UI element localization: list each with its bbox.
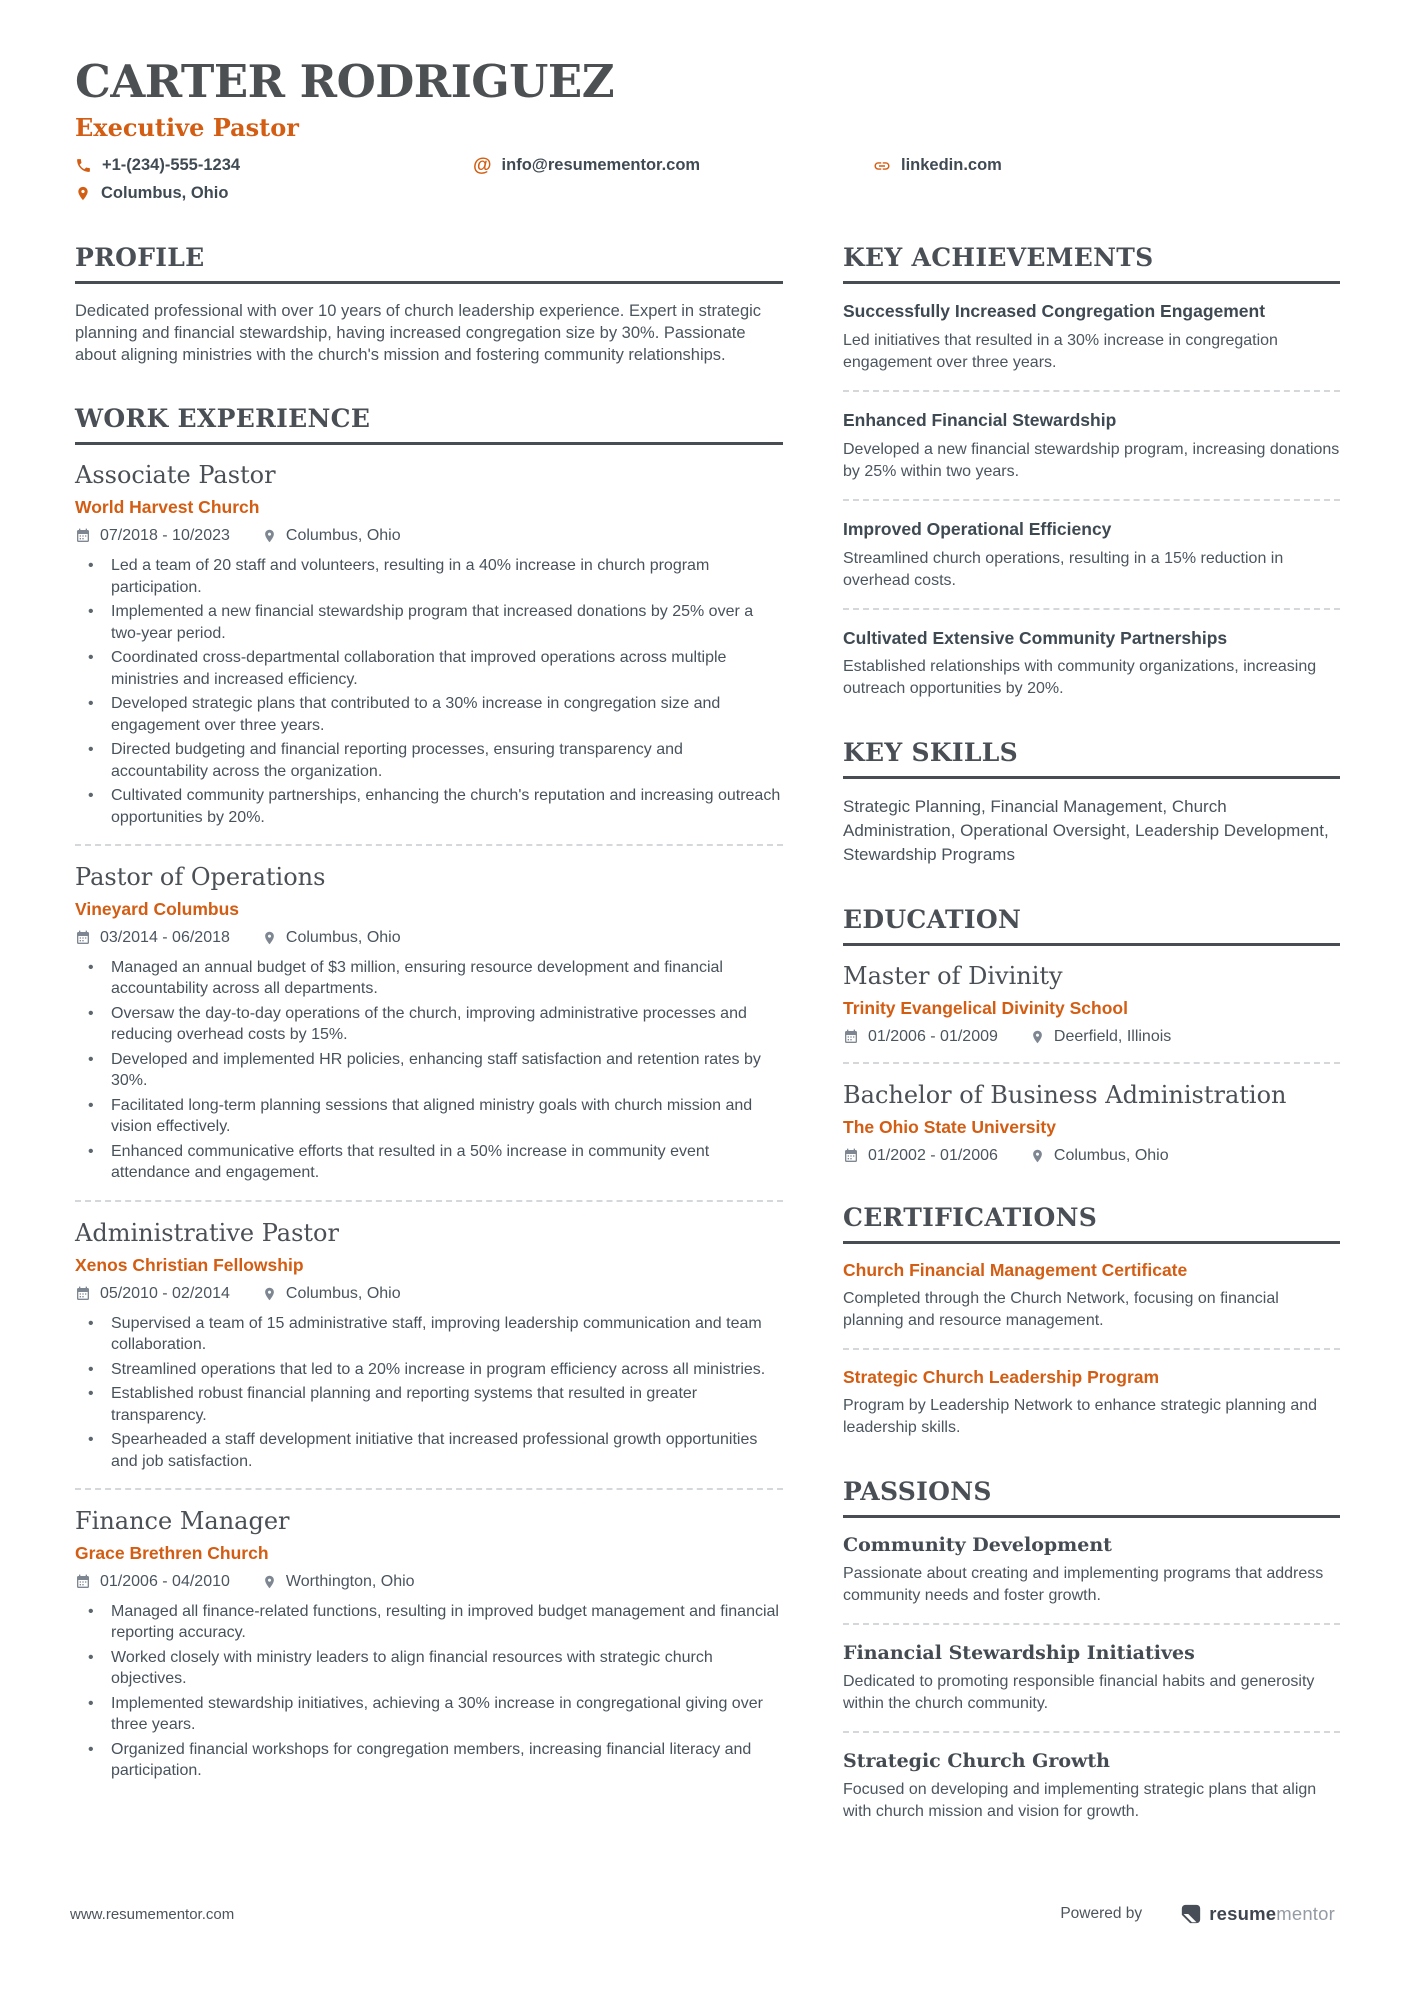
at-icon: @ <box>473 155 492 177</box>
entry-divider <box>75 1488 783 1490</box>
candidate-name: CARTER RODRIGUEZ <box>75 55 615 108</box>
job-entry <box>75 461 783 828</box>
job-dates: 05/2010 - 02/2014 <box>100 1284 230 1302</box>
education-dates: 01/2006 - 01/2009 <box>868 1028 998 1046</box>
powered-by-label: Powered by <box>1060 1905 1143 1922</box>
contact-location-value: Columbus, Ohio <box>101 184 229 203</box>
education-entry <box>843 1081 1340 1165</box>
job-bullet: • Enhanced communicative efforts that resulted in a 50% increase in community event attendance and engagement. <box>75 1141 783 1184</box>
key-skills-section <box>843 738 1340 867</box>
achievement-text: Streamlined church operations, resulting in a 15% reduction in overhead costs. <box>843 549 1284 589</box>
skills-heading: KEY SKILLS <box>843 738 1340 779</box>
location-pin-icon <box>75 185 91 202</box>
job-bullet: • Established robust financial planning and reporting systems that resulted in greater transparency. <box>75 1383 783 1426</box>
job-bullet: • Managed all finance-related functions, resulting in improved budget management and financial reporting accuracy. <box>75 1601 783 1644</box>
location-pin-icon <box>1030 1029 1045 1045</box>
job-dates: 07/2018 - 10/2023 <box>100 527 230 545</box>
certification-item <box>843 1260 1340 1332</box>
education-dates: 01/2002 - 01/2006 <box>868 1146 998 1164</box>
job-bullet: • Worked closely with ministry leaders to align financial resources with strategic church objectives. <box>75 1647 783 1690</box>
education-meta <box>843 1028 1340 1046</box>
job-title: Administrative Pastor <box>75 1218 339 1247</box>
job-bullet-list <box>75 1313 783 1473</box>
job-entry <box>75 863 783 1184</box>
job-bullet: • Implemented stewardship initiatives, achieving a 30% increase in congregational giving over three years. <box>75 1693 783 1736</box>
education-meta <box>843 1147 1340 1165</box>
job-title: Pastor of Operations <box>75 863 326 892</box>
entry-divider <box>843 608 1340 610</box>
calendar-icon <box>75 528 91 544</box>
job-bullet-list <box>75 957 783 1184</box>
job-bullet: • Organized financial workshops for congregation members, increasing financial literacy and participation. <box>75 1739 783 1782</box>
entry-divider <box>75 1200 783 1202</box>
resumementor-logo[interactable] <box>1180 1903 1335 1925</box>
calendar-icon <box>843 1148 859 1164</box>
entry-divider <box>75 844 783 846</box>
achievement-item <box>843 627 1340 701</box>
contact-bar <box>75 156 1340 203</box>
job-company: Grace Brethren Church <box>75 1542 269 1563</box>
entry-divider <box>843 390 1340 392</box>
logo-icon <box>1180 1903 1202 1925</box>
contact-email[interactable] <box>473 156 873 175</box>
job-bullet: • Oversaw the day-to-day operations of the church, improving administrative processes and reducing overhead costs by 15%. <box>75 1003 783 1046</box>
certification-text: Program by Leadership Network to enhance strategic planning and leadership skills. <box>843 1396 1318 1436</box>
calendar-icon <box>75 930 91 946</box>
passion-title: Strategic Church Growth <box>843 1749 1110 1772</box>
location-pin-icon <box>262 930 277 946</box>
education-location: Deerfield, Illinois <box>1053 1028 1172 1046</box>
job-company: World Harvest Church <box>75 497 260 518</box>
page-footer <box>70 1903 1335 1925</box>
footer-site-link[interactable]: www.resumementor.com <box>70 1905 235 1923</box>
job-entry <box>75 1219 783 1472</box>
passion-title: Community Development <box>843 1533 1112 1556</box>
job-title: Associate Pastor <box>75 461 276 490</box>
job-bullet-list <box>75 555 783 828</box>
certifications-heading: CERTIFICATIONS <box>843 1203 1340 1244</box>
job-bullet: • Developed and implemented HR policies, enhancing staff satisfaction and retention rates by 30%. <box>75 1049 783 1092</box>
location-pin-icon <box>262 528 277 544</box>
powered-by <box>1060 1903 1335 1925</box>
job-meta <box>75 1573 783 1591</box>
job-meta <box>75 1285 783 1303</box>
job-company: Xenos Christian Fellowship <box>75 1254 304 1275</box>
entry-divider <box>843 499 1340 501</box>
job-meta <box>75 527 783 545</box>
passion-title: Financial Stewardship Initiatives <box>843 1641 1195 1664</box>
passions-section <box>843 1477 1340 1823</box>
job-dates: 01/2006 - 04/2010 <box>100 1572 230 1590</box>
passion-item <box>843 1534 1340 1607</box>
job-meta <box>75 929 783 947</box>
school-name: The Ohio State University <box>843 1116 1056 1137</box>
calendar-icon <box>75 1574 91 1590</box>
job-bullet: • Supervised a team of 15 administrative staff, improving leadership communication and team collaboration. <box>75 1313 783 1356</box>
entry-divider <box>843 1348 1340 1350</box>
right-column <box>843 243 1340 1861</box>
key-achievements-section <box>843 243 1340 700</box>
phone-icon <box>75 157 92 174</box>
achievement-item <box>843 300 1340 374</box>
job-dates: 03/2014 - 06/2018 <box>100 928 230 946</box>
achievement-title: Enhanced Financial Stewardship <box>843 410 1117 430</box>
job-bullet: • Spearheaded a staff development initiative that increased professional growth opportunities and job satisfaction. <box>75 1429 783 1472</box>
entry-divider <box>843 1623 1340 1625</box>
contact-phone[interactable] <box>75 156 473 175</box>
passions-heading: PASSIONS <box>843 1477 1340 1518</box>
school-name: Trinity Evangelical Divinity School <box>843 998 1128 1019</box>
certification-item <box>843 1367 1340 1439</box>
job-location: Columbus, Ohio <box>285 527 401 545</box>
entry-divider <box>843 1731 1340 1733</box>
education-location: Columbus, Ohio <box>1053 1146 1169 1164</box>
certifications-section <box>843 1203 1340 1439</box>
location-pin-icon <box>262 1286 277 1302</box>
entry-divider <box>843 1062 1340 1064</box>
achievement-item <box>843 518 1340 592</box>
logo-word-bold: resume <box>1209 1903 1277 1924</box>
profile-text: Dedicated professional with over 10 years of church leadership experience. Expert in strategic planning and financial stewardship, having increased congregation size by 30%. Passionate about aligning ministries with the church's mission and fostering community relationships. <box>75 302 762 365</box>
logo-wordmark <box>1209 1903 1335 1925</box>
degree-title: Master of Divinity <box>843 962 1063 991</box>
candidate-job-title: Executive Pastor <box>75 113 299 143</box>
contact-linkedin[interactable] <box>873 156 1340 175</box>
education-section <box>843 905 1340 1165</box>
logo-word-light: mentor <box>1276 1903 1335 1924</box>
profile-heading: PROFILE <box>75 243 783 284</box>
job-bullet: • Implemented a new financial stewardship program that increased donations by 25% over a two-year period. <box>75 601 783 644</box>
contact-linkedin-value: linkedin.com <box>901 156 1002 175</box>
resume-body <box>75 243 1340 1861</box>
achievements-heading: KEY ACHIEVEMENTS <box>843 243 1340 284</box>
achievement-title: Cultivated Extensive Community Partnerships <box>843 627 1228 648</box>
achievement-title: Successfully Increased Congregation Engagement <box>843 301 1266 322</box>
achievement-title: Improved Operational Efficiency <box>843 518 1112 539</box>
passion-text: Focused on developing and implementing strategic plans that align with church mission and vision for growth. <box>843 1780 1317 1820</box>
contact-location <box>75 184 473 203</box>
job-entry <box>75 1507 783 1782</box>
achievement-text: Developed a new financial stewardship program, increasing donations by 25% within two years. <box>843 440 1340 480</box>
job-bullet: • Directed budgeting and financial reporting processes, ensuring transparency and accountability across the organization. <box>75 739 783 782</box>
job-location: Worthington, Ohio <box>285 1572 415 1590</box>
achievement-text: Established relationships with community organizations, increasing outreach opportunities by 20%. <box>843 658 1317 698</box>
job-title: Finance Manager <box>75 1507 290 1536</box>
job-bullet: • Coordinated cross-departmental collaboration that improved operations across multiple ministries and increased efficiency. <box>75 647 783 690</box>
job-bullet: • Streamlined operations that led to a 20% increase in program efficiency across all ministries. <box>75 1359 783 1381</box>
job-location: Columbus, Ohio <box>285 928 401 946</box>
job-bullet-list <box>75 1601 783 1782</box>
passion-text: Dedicated to promoting responsible financial habits and generosity within the church community. <box>843 1672 1315 1712</box>
job-bullet: • Facilitated long-term planning sessions that aligned ministry goals with church mission and vision effectively. <box>75 1095 783 1138</box>
link-icon <box>873 157 891 175</box>
job-location: Columbus, Ohio <box>285 1284 401 1302</box>
calendar-icon <box>75 1286 91 1302</box>
achievement-text: Led initiatives that resulted in a 30% increase in congregation engagement over three years. <box>843 332 1278 371</box>
skills-text: Strategic Planning, Financial Management, Church Administration, Operational Oversight, Leadership Development, Stewardship Programs <box>843 797 1329 865</box>
work-heading: WORK EXPERIENCE <box>75 404 783 445</box>
job-bullet: • Cultivated community partnerships, enhancing the church's reputation and increasing outreach opportunities by 20%. <box>75 785 783 828</box>
achievement-item <box>843 409 1340 483</box>
certification-title: Church Financial Management Certificate <box>843 1259 1188 1280</box>
resume-header <box>75 55 1340 203</box>
education-heading: EDUCATION <box>843 905 1340 946</box>
certification-text: Completed through the Church Network, focusing on financial planning and resource management. <box>843 1289 1279 1329</box>
location-pin-icon <box>1030 1148 1045 1164</box>
job-bullet: • Developed strategic plans that contributed to a 30% increase in congregation size and engagement over three years. <box>75 693 783 736</box>
work-experience-section <box>75 404 783 1782</box>
passion-item <box>843 1642 1340 1715</box>
certification-title: Strategic Church Leadership Program <box>843 1366 1160 1387</box>
education-entry <box>843 962 1340 1046</box>
contact-email-value: info@resumementor.com <box>501 156 701 175</box>
passion-text: Passionate about creating and implementing programs that address community needs and foster growth. <box>843 1564 1324 1604</box>
job-company: Vineyard Columbus <box>75 898 240 919</box>
contact-phone-value: +1-(234)-555-1234 <box>102 156 241 175</box>
calendar-icon <box>843 1029 859 1045</box>
passion-item <box>843 1750 1340 1823</box>
job-bullet: • Managed an annual budget of $3 million, ensuring resource development and financial accountability across all departments. <box>75 957 783 1000</box>
left-column <box>75 243 783 1861</box>
job-bullet: • Led a team of 20 staff and volunteers, resulting in a 40% increase in church program participation. <box>75 555 783 598</box>
location-pin-icon <box>262 1574 277 1590</box>
degree-title: Bachelor of Business Administration <box>843 1081 1287 1110</box>
profile-section <box>75 243 783 366</box>
